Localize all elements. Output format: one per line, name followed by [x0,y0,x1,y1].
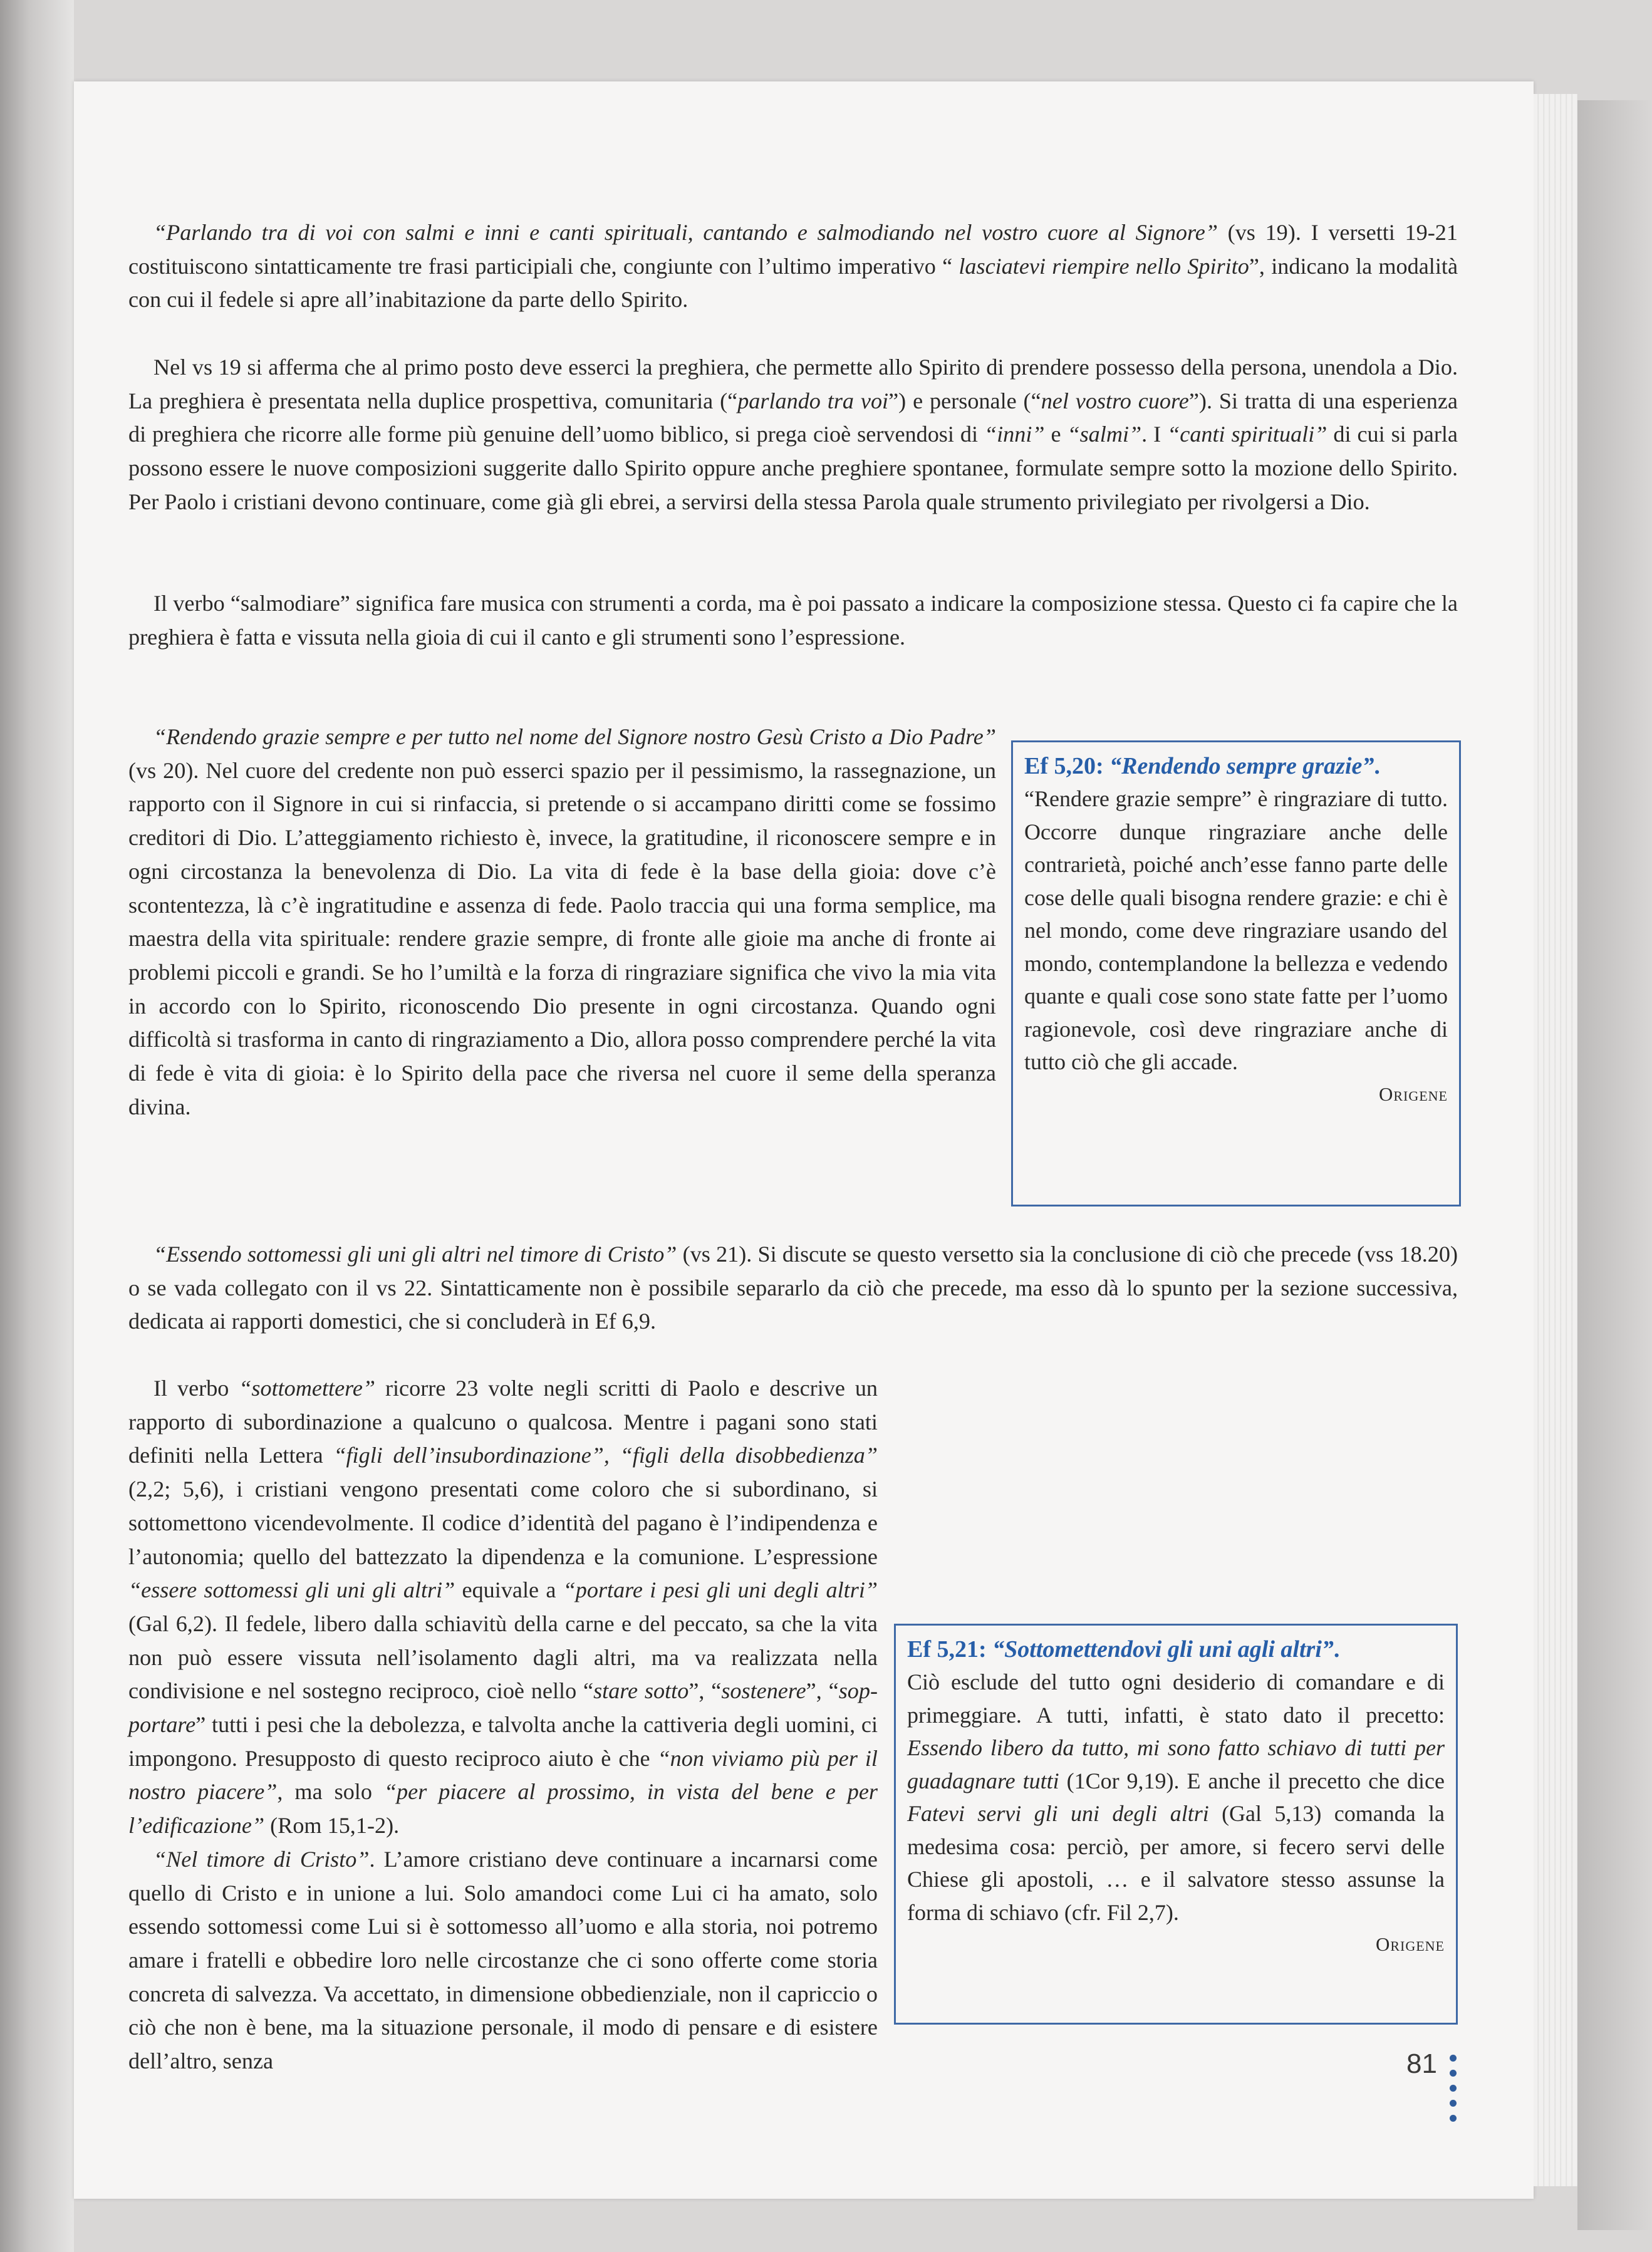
quote-box-author: Origene [1378,1082,1448,1105]
text-run: ricorre 23 volte negli scritti di Paolo e descrive un rapporto di subordinazione a qualcuno o qualcosa. Mentre i pagani sono stati definiti nella Lettera [128,1376,878,1468]
text-run: (vs 21). Si discute se questo versetto sia la conclusione di ciò che precede (vss 18.20) o se vada collegato con il vs 22. Sintatticamente non è possibile separarlo da ciò che precede, ma esso dà lo spunto per la sezione successiva, dedicata ai rapporti domestici, che si concluderà in Ef 6,9. [128,1242,1458,1334]
text-run: ”, “ [688,1678,722,1704]
italic-text: “Nel timore di Cristo” [153,1846,370,1872]
text-run: (Gal 5,13) comanda la medesima cosa: perciò, per amore, si fecero servi delle Chiese gli apostoli, … e il salvatore stesso assunse la forma di schiavo (cfr. Fil 2,7). [907,1801,1445,1925]
quote-box-title [1024,750,1448,782]
italic-text: “non viviamo più per il nostro piacere” [128,1745,878,1805]
wrap-container-sottomettere [128,1372,1458,2078]
text-run: (Rom 15,1-2). [264,1813,400,1839]
italic-text: “essere sottomessi gli uni gli altri” [128,1577,455,1603]
text-run: ”). Si tratta di una esperienza di preghiera che ricorre alle forme più genuine dell’uomo biblico, si prega cioè servendosi di [128,388,1458,447]
text-run: Ef 5,21: [907,1636,993,1663]
paragraph-vs20 [128,720,996,1124]
italic-text: parlando tra voi [737,388,889,413]
quote-box-text [907,1666,1445,1929]
paragraph-vs19-prayer [128,351,1458,519]
text-run: . [1333,1636,1340,1663]
text-run: (1Cor 9,19). E anche il precetto che dice [1059,1768,1445,1793]
quote-box-ef-5-20 [1011,740,1461,1206]
italic-text: “inni” [984,422,1045,447]
text-run: ” tutti i pesi che la debolezza, e talvolta anche la cattiveria degli uomini, ci impongono. Presupposto di questo reciproco aiuto è che [128,1712,878,1771]
text-run: ”) e personale (“ [888,388,1041,413]
text-run: e [1044,422,1068,447]
text-run: (Gal 6,2). Il fedele, libero dalla schiavitù della carne e del peccato, sa che la vita non può essere vissuta nell’isolamento dagli altri, ma va realizzata nella condivisione e nel sostegno reciproco, cioè nello “ [128,1611,878,1704]
italic-text: Fatevi servi gli uni degli altri [907,1801,1209,1826]
quote-box-ef-5-21 [894,1624,1458,2025]
text-run: (vs 19). I versetti 19-21 costituiscono sintatticamente tre frasi participiali che, congiunte con l’ultimo imperativo “ [128,220,1458,279]
italic-text: lasciatevi riempire nello Spirito [958,253,1249,279]
italic-text: sop-portare [128,1678,878,1738]
text-run: . L’amore cristiano deve continuare a incarnarsi come quello di Cristo e in unione a lui. Solo amandoci come Lui ci ha amato, solo essendo sottomessi come Lui si è sottomesso all’uomo e alla storia, noi potremo amare i fratelli e obbedire loro nelle circostanze che ci sono offerte come storia concreta di salvezza. Va accettato, in dimensione obbedienziale, non il capriccio o ciò che non è bene, ma la situazione personale, il modo di pensare e di esistere dell’altro, senza [128,1846,878,2074]
text-run: Il verbo “salmodiare” significa fare musica con strumenti a corda, ma è poi passato a indicare la composizione stessa. Questo ci fa capire che la preghiera è fatta e vissuta nella gioia di cui il canto e gli strumenti sono l’espressione. [128,591,1458,650]
quote-box-text [1024,782,1448,1079]
italic-text: “Rendendo grazie sempre e per tutto nel nome del Signore nostro Gesù Cristo a Dio Padre” [153,724,996,749]
text-run: Il verbo [153,1376,239,1401]
page-dots-ornament [1450,2055,1457,2130]
italic-text: Essendo libero da tutto, mi sono fatto schiavo di tutti per guadagnare tutti [907,1735,1445,1793]
text-run: equivale a [455,1577,563,1603]
scan-right-shadow [1577,100,1652,2230]
italic-text: nel vostro cuore [1041,388,1189,413]
paragraph-salmodiare [128,587,1458,654]
italic-text: “Essendo sottomessi gli uni gli altri nel timore di Cristo” [153,1242,677,1267]
italic-text: “sottomettere” [239,1376,376,1401]
paragraph-vs21 [128,1238,1458,1339]
quote-box-author: Origene [1375,1933,1445,1955]
page-stack-edge [1534,94,1577,2186]
italic-text: “per piacere al prossimo, in vista del bene e per l’edificazione” [128,1779,878,1839]
text-run: . I [1141,422,1168,447]
italic-text: sostenere [721,1678,806,1704]
text-run: ”, indicano la modalità con cui il fedele si apre all’inabitazione da parte dello Spirito. [128,253,1458,313]
page-number: 81 [1406,2048,1437,2079]
text-run: . [1374,753,1380,779]
italic-text: “Parlando tra di voi con salmi e inni e canti spirituali, cantando e salmodiando nel vostro cuore al Signore” [153,220,1218,245]
text-run: ”, “ [806,1678,839,1704]
italic-text: “Sottomettendovi gli uni agli altri” [992,1636,1334,1663]
italic-text: “salmi” [1067,422,1142,447]
paragraph-vs19-intro [128,216,1458,317]
text-run: Ef 5,20: [1024,753,1110,779]
italic-text: “Rendendo sempre grazie” [1109,753,1374,779]
italic-text: “portare i pesi gli uni degli altri” [563,1577,878,1603]
text-run: Nel vs 19 si afferma che al primo posto deve esserci la preghiera, che permette allo Spirito di prendere possesso della persona, unendola a Dio. La preghiera è presentata nella duplice prospettiva, comunitaria (“ [128,355,1458,413]
scan-left-shadow [0,0,74,2252]
text-run: , ma solo [277,1779,384,1805]
text-run: di cui si parla possono essere le nuove composizioni suggerite dallo Spirito oppure anche preghiere spontanee, formulate sempre sotto la mozione dello Spirito. Per Paolo i cristiani devono continuare, come già gli ebrei, a servirsi della stessa Parola quale strumento privilegiato per rivolgersi a Dio. [128,422,1458,514]
text-run: Ciò esclude del tutto ogni desiderio di comandare e di primeggiare. A tutti, infatti, è stato dato il precetto: [907,1669,1445,1728]
italic-text: “canti spirituali” [1167,422,1327,447]
italic-text: “figli dell’insubordinazione”, “figli della disobbedienza” [333,1443,878,1468]
text-run: “Rendere grazie sempre” è ringraziare di tutto. Occorre dunque ringraziare anche delle contrarietà, poiché anch’esse fanno parte delle cose delle quali bisogna rendere grazie: e chi è nel mondo, come deve ringraziare usando del mondo, contemplandone la bellezza e vedendo quante e quali cose sono state fatte per l’uomo ragionevole, così deve ringraziare anche di tutto ciò che gli accade. [1024,786,1448,1074]
italic-text: stare sotto [593,1678,689,1704]
quote-box-title [907,1633,1445,1666]
text-run: (vs 20). Nel cuore del credente non può esserci spazio per il pessimismo, la rassegnazione, un rapporto con il Signore in cui si rinfaccia, si pretende o si accampano diritti come se fossimo creditori di Dio. L’atteggiamento richiesto è, invece, la gratitudine, il riconoscere sempre e in ogni circostanza la benevolenza di Dio. La vita di fede è la base della gioia: dove c’è scontentezza, là c’è ingratitudine e assenza di fede. Paolo traccia qui una forma semplice, ma maestra della vita spirituale: rendere grazie sempre, di fronte alle gioie ma anche di fronte ai problemi piccoli e grandi. Se ho l’umiltà e la forza di ringraziare significa che vivo la mia vita in accordo con lo Spirito, riconoscendo Dio presente in ogni circostanza. Quando ogni difficoltà si trasforma in canto di ringraziamento a Dio, allora posso comprendere perché la vita di fede è vita di gioia: è lo Spirito della pace che riversa nel cuore il seme della speranza divina. [128,757,997,1119]
text-run: (2,2; 5,6), i cristiani vengono presentati come coloro che si subordinano, si sottomettono vicendevolmente. Il codice d’identità del pagano è l’indipendenza e l’autonomia; quello del battezzato la dipendenza e la comunione. L’espressione [128,1476,878,1569]
